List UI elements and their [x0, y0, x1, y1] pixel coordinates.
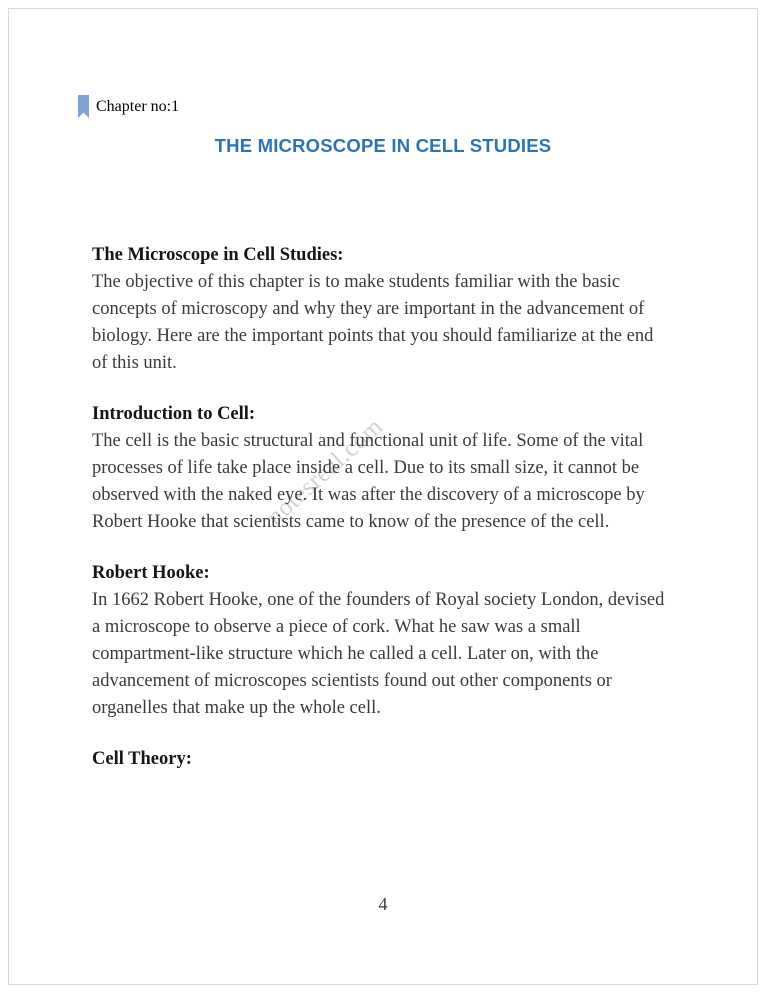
document-page [8, 8, 758, 985]
document-body [92, 241, 692, 773]
section-heading: Introduction to Cell: [92, 404, 256, 424]
section-microscope-in-cell-studies [92, 241, 692, 377]
watermark-notesreal: notesreal.com [261, 412, 389, 531]
section-heading: The Microscope in Cell Studies: [92, 245, 344, 265]
section-cell-theory [92, 745, 692, 773]
chapter-label-row [78, 95, 179, 118]
bookmark-icon [78, 95, 89, 118]
section-paragraph: In 1662 Robert Hooke, one of the founders of Royal society London, devised a microscope to observe a piece of cork. What he saw was a small compartment-like structure which he called a cell. Later on, with the advancement of microscopes scientists found out other components or organelles that make up the whole cell. [92, 590, 665, 718]
section-paragraph: The cell is the basic structural and functional unit of life. Some of the vital processes of life take place inside a cell. Due to its small size, it cannot be observed with the naked eye. It was after the discovery of a microscope by Robert Hooke that scientists came to know of the presence of the cell. [92, 431, 645, 532]
page-number: 4 [378, 894, 388, 914]
chapter-label: Chapter no:1 [96, 97, 180, 115]
section-heading: Cell Theory: [92, 749, 192, 769]
section-paragraph: The objective of this chapter is to make students familiar with the basic concepts of microscopy and why they are important in the advancement of biology. Here are the important points that you should familiarize at the end of this unit. [92, 272, 654, 373]
section-robert-hooke [92, 559, 692, 722]
page-title: THE MICROSCOPE IN CELL STUDIES [214, 135, 552, 156]
section-introduction-to-cell [92, 400, 692, 536]
section-heading: Robert Hooke: [92, 563, 210, 583]
